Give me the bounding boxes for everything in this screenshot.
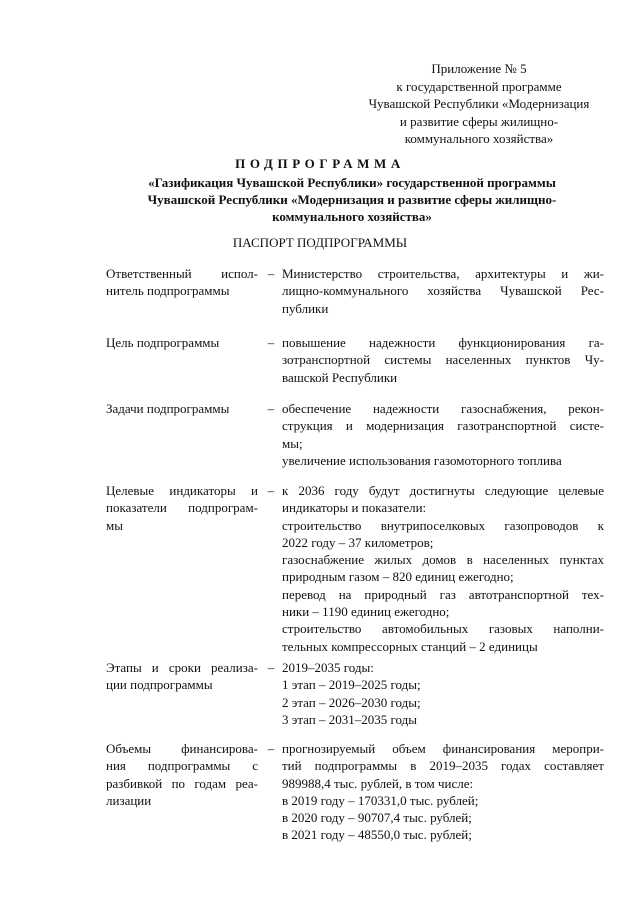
label-line: Задачи подпрограммы bbox=[106, 401, 230, 416]
label-line: ния подпрограммы с bbox=[106, 758, 258, 774]
value-line: 3 этап – 2031–2035 годы bbox=[282, 711, 417, 727]
value-line: газоснабжение жилых домов в населенных пунктах bbox=[282, 552, 604, 568]
row-label bbox=[106, 740, 258, 809]
appendix-line: к государственной программе bbox=[396, 78, 562, 94]
label-line: ции подпрограммы bbox=[106, 677, 213, 693]
row-label bbox=[106, 334, 258, 351]
value-line: в 2019 году – 170331,0 тыс. рублей; bbox=[282, 792, 479, 808]
dash-separator: – bbox=[267, 483, 275, 498]
value-line: струкция и модернизация газотранспортной систе- bbox=[282, 418, 604, 434]
value-line: повышение надежности функционирования га- bbox=[282, 335, 604, 350]
row-value bbox=[282, 740, 604, 844]
label-line: лизации bbox=[106, 792, 152, 808]
dash-separator: – bbox=[267, 660, 275, 675]
value-line: обеспечение надежности газоснабжения, рекон- bbox=[282, 401, 604, 416]
label-line: мы bbox=[106, 517, 123, 533]
row-value bbox=[282, 400, 604, 469]
passport-heading: ПАСПОРТ ПОДПРОГРАММЫ bbox=[232, 235, 408, 250]
row-value bbox=[282, 482, 604, 655]
row-label bbox=[106, 265, 258, 300]
appendix-line: Чувашской Республики «Модернизация bbox=[368, 96, 590, 111]
value-line: прогнозируемый объем финансирования меропри- bbox=[282, 741, 604, 756]
label-line: Цель подпрограммы bbox=[106, 335, 220, 350]
value-line: увеличение использования газомоторного топлива bbox=[282, 452, 562, 468]
dash-separator: – bbox=[267, 335, 275, 350]
value-line: строительство внутрипоселковых газопроводов к bbox=[282, 517, 604, 533]
value-line: индикаторы и показатели: bbox=[282, 500, 427, 516]
label-line: нитель подпрограммы bbox=[106, 283, 230, 299]
value-line: в 2020 году – 90707,4 тыс. рублей; bbox=[282, 810, 472, 826]
value-line: 2019–2035 годы: bbox=[282, 660, 374, 675]
dash-separator: – bbox=[267, 401, 275, 416]
value-line: строительство автомобильных газовых наполни- bbox=[282, 621, 604, 637]
value-line: к 2036 году будут достигнуты следующие целевые bbox=[282, 483, 604, 498]
appendix-line: и развитие сферы жилищно- bbox=[399, 113, 559, 129]
row-label bbox=[106, 400, 258, 417]
value-line: 2 этап – 2026–2030 годы; bbox=[282, 694, 421, 710]
value-line: мы; bbox=[282, 435, 303, 451]
label-line: разбивкой по годам реа- bbox=[106, 775, 258, 791]
value-line: вашской Республики bbox=[282, 369, 398, 385]
value-line: природным газом – 820 единиц ежегодно; bbox=[282, 569, 514, 585]
title-line: Чувашской Республики «Модернизация и развитие сферы жилищно- bbox=[147, 192, 557, 207]
row-value bbox=[282, 334, 604, 386]
title-line: «Газификация Чувашской Республики» государственной программы bbox=[148, 175, 556, 190]
label-line: Объемы финансирова- bbox=[106, 741, 258, 756]
value-line: лищно-коммунального хозяйства Чувашской Рес- bbox=[282, 283, 604, 299]
value-line: в 2021 году – 48550,0 тыс. рублей; bbox=[282, 827, 472, 843]
appendix-line: Приложение № 5 bbox=[431, 61, 527, 76]
value-line: тельных компрессорных станций – 2 единицы bbox=[282, 638, 538, 654]
row-label bbox=[106, 482, 258, 534]
row-value bbox=[282, 659, 604, 728]
appendix-block bbox=[355, 60, 603, 148]
row-value bbox=[282, 265, 604, 317]
value-line: публики bbox=[282, 300, 329, 316]
value-line: тий подпрограммы в 2019–2035 годах составляет bbox=[282, 758, 604, 774]
value-line: 2022 году – 37 километров; bbox=[282, 534, 434, 550]
value-line: 1 этап – 2019–2025 годы; bbox=[282, 677, 421, 693]
appendix-line: коммунального хозяйства» bbox=[404, 131, 554, 146]
value-line: зотранспортной системы населенных пунктов Чу- bbox=[282, 352, 604, 368]
label-line: Целевые индикаторы и bbox=[106, 483, 258, 498]
value-line: Министерство строительства, архитектуры и жи- bbox=[282, 266, 604, 281]
dash-separator: – bbox=[267, 741, 275, 756]
subprogram-kicker: ПОДПРОГРАММА bbox=[235, 156, 405, 171]
label-line: Этапы и сроки реализа- bbox=[106, 660, 258, 675]
value-line: перевод на природный газ автотранспортной тех- bbox=[282, 586, 604, 602]
label-line: Ответственный испол- bbox=[106, 266, 258, 281]
subprogram-title bbox=[100, 174, 604, 225]
label-line: показатели подпрограм- bbox=[106, 500, 258, 516]
dash-separator: – bbox=[267, 266, 275, 281]
value-line: 989988,4 тыс. рублей, в том числе: bbox=[282, 775, 474, 791]
row-label bbox=[106, 659, 258, 694]
title-line: коммунального хозяйства» bbox=[272, 209, 432, 224]
value-line: ники – 1190 единиц ежегодно; bbox=[282, 604, 450, 620]
